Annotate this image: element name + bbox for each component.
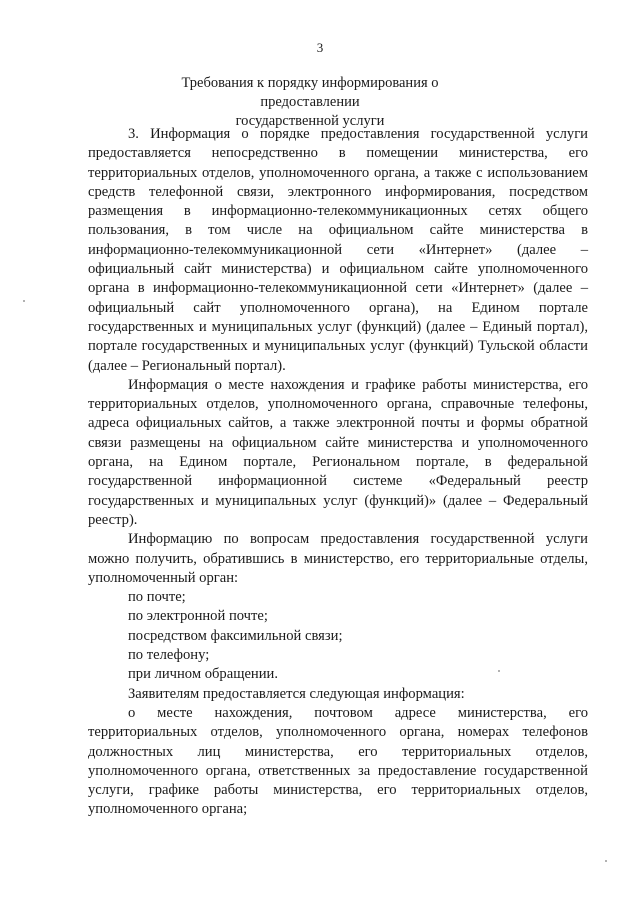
scan-speck: [498, 670, 500, 672]
document-body: [88, 125, 588, 820]
scan-speck: [605, 860, 607, 862]
section-heading-line-1: Требования к порядку информирования о предоставлении: [181, 75, 439, 110]
paragraph-provided-information-intro: Заявителям предоставляется следующая информация:: [128, 685, 465, 702]
paragraph-information-channels: 3. Информация о порядке предоставления государственной услуги предоставляется непосредственно в помещении министерства, его территориальных отделов, уполномоченного органа, а также с использованием средств телефонной связи, электронного информирования, посредством размещения в информационно-телекоммуникационных сетях общего пользования, в том числе на официальном сайте министерства в информационно-телекоммуникационной сети «Интернет» (далее – официальный сайт министерства) и официальном сайте уполномоченного органа в информационно-телекоммуникационной сети «Интернет» (далее – официальный сайт уполномоченного органа), на Едином портале государственных и муниципальных услуг (функций) (далее – Единый портал), портале государственных и муниципальных услуг (функций) Тульской области (далее – Региональный портал).: [88, 126, 588, 374]
list-item-contact-method: посредством факсимильной связи;: [128, 627, 343, 644]
paragraph-location-and-schedule: Информация о месте нахождения и графике работы министерства, его территориальных отделов, уполномоченного органа, справочные телефоны, адреса официальных сайтов, а также электронной почты и формы обратной связи размещены на официальном сайте министерства и уполномоченного органа, на Едином портале, Региональном портале, в федеральной государственной информационной системе «Федеральный реестр государственных и муниципальных услуг (функций)» (далее – Федеральный реестр).: [88, 376, 588, 528]
paragraph-location-and-contacts: о месте нахождения, почтовом адресе министерства, его территориальных отделов, уполномоченного органа, номерах телефонов должностных лиц министерства, его территориальных отделов, уполномоченного органа, ответственных за предоставление государственной услуги, графике работы министерства, его территориальных отделов, уполномоченного органа;: [88, 704, 588, 818]
section-heading: [150, 74, 470, 131]
scan-speck: [23, 300, 25, 302]
paragraph-how-to-obtain: Информацию по вопросам предоставления государственной услуги можно получить, обратившись в министерство, его территориальные отделы, уполномоченный орган:: [88, 531, 588, 586]
page-number: 3: [316, 40, 324, 55]
list-item-contact-method: по телефону;: [128, 647, 210, 664]
list-item-contact-method: по почте;: [128, 589, 186, 606]
list-item-contact-method: при личном обращении.: [128, 666, 278, 683]
list-item-contact-method: по электронной почте;: [128, 608, 268, 625]
section-heading-line-2: государственной услуги: [235, 113, 385, 129]
